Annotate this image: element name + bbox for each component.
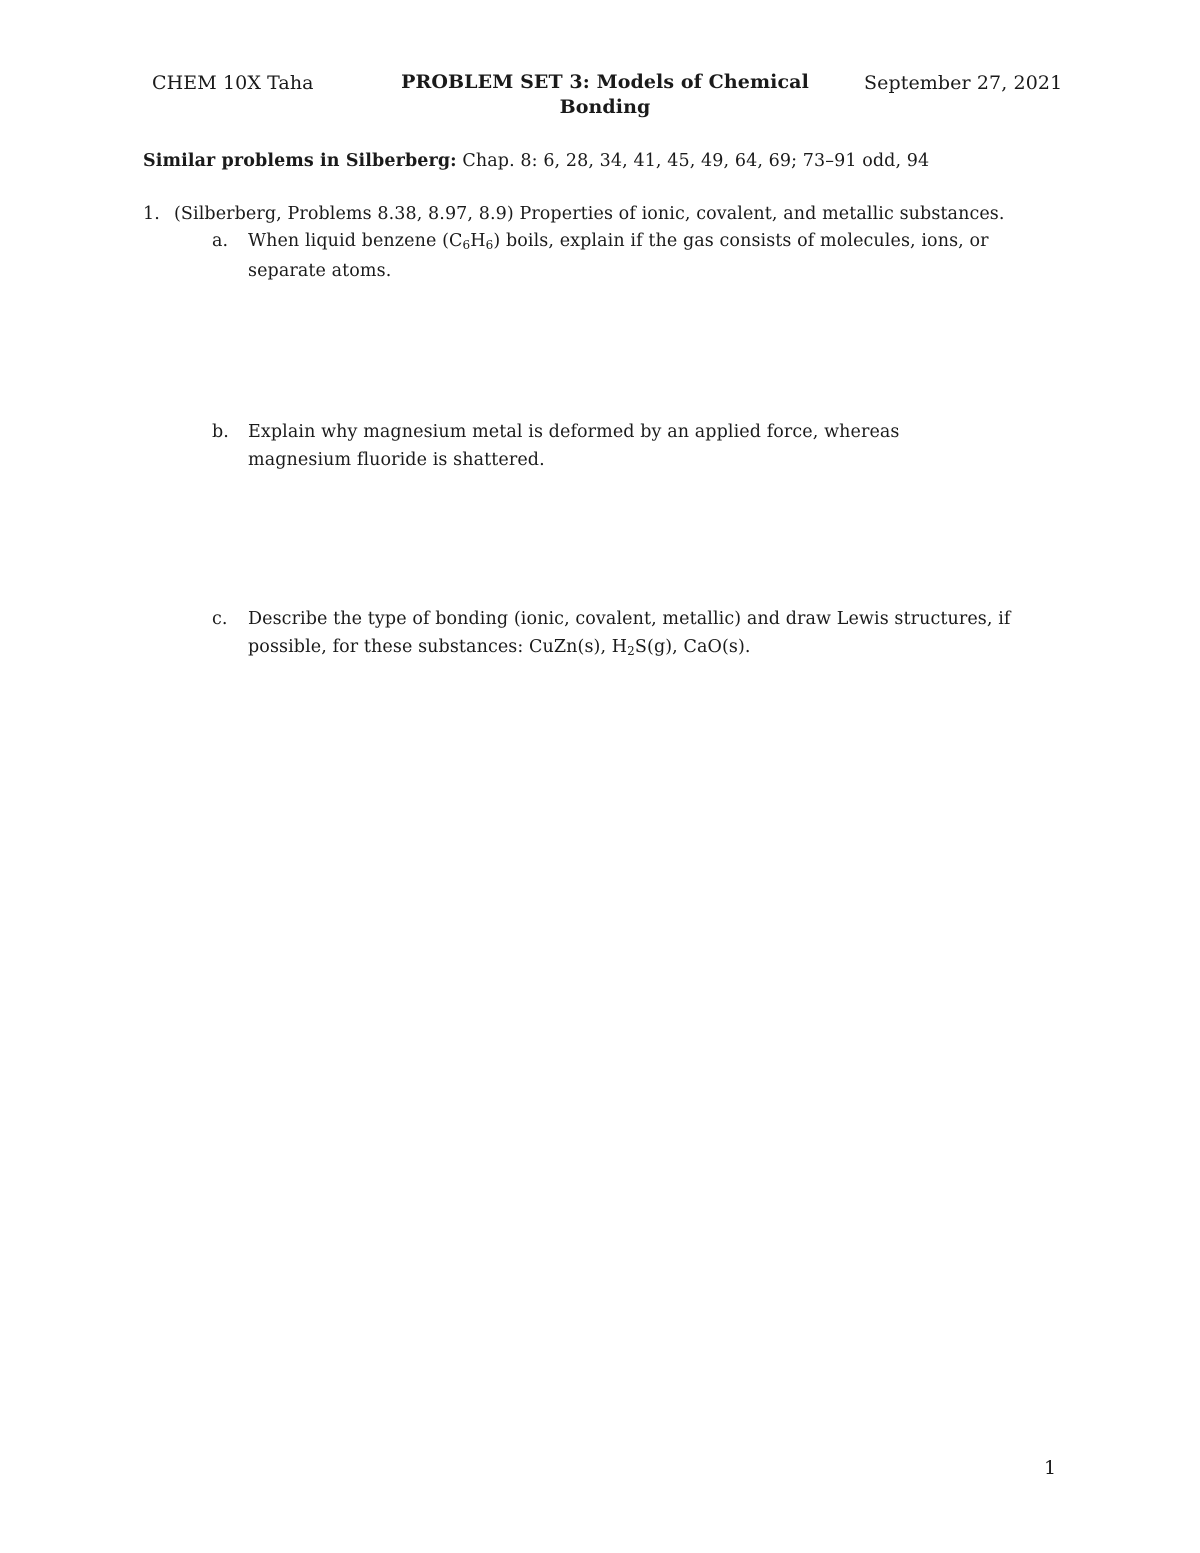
course-label: CHEM 10X Taha <box>152 72 314 94</box>
similar-problems-text: Chap. 8: 6, 28, 34, 41, 45, 49, 64, 69; 73–91 odd, 94 <box>462 151 930 171</box>
page-title: PROBLEM SET 3: Models of Chemical Bonding <box>401 71 809 118</box>
date-label: September 27, 2021 <box>864 72 1063 94</box>
part-c-line2: possible, for these substances: CuZn(s), $H_2S(g)$, CaO(s). <box>248 637 751 658</box>
part-a-line2: separate atoms. <box>248 261 392 281</box>
part-b-letter: b. <box>212 422 229 442</box>
part-c-letter: c. <box>212 609 228 629</box>
part-a-line1: When liquid benzene $(C_6H_6)$ boils, explain if the gas consists of molecules, ions, or <box>248 231 989 252</box>
part-c-line1: Describe the type of bonding (ionic, covalent, metallic) and draw Lewis structures, if <box>248 609 1011 629</box>
similar-problems <box>143 151 929 171</box>
similar-problems-label: Similar problems in Silberberg: <box>143 151 457 171</box>
part-b-line1: Explain why magnesium metal is deformed by an applied force, whereas <box>248 422 900 442</box>
part-a-letter: a. <box>212 231 229 251</box>
part-b-line2: magnesium fluoride is shattered. <box>248 450 545 470</box>
page-number: 1 <box>1044 1457 1057 1479</box>
question-number: 1. <box>143 204 160 224</box>
question-text: (Silberberg, Problems 8.38, 8.97, 8.9) Properties of ionic, covalent, and metallic substances. <box>174 204 1005 224</box>
